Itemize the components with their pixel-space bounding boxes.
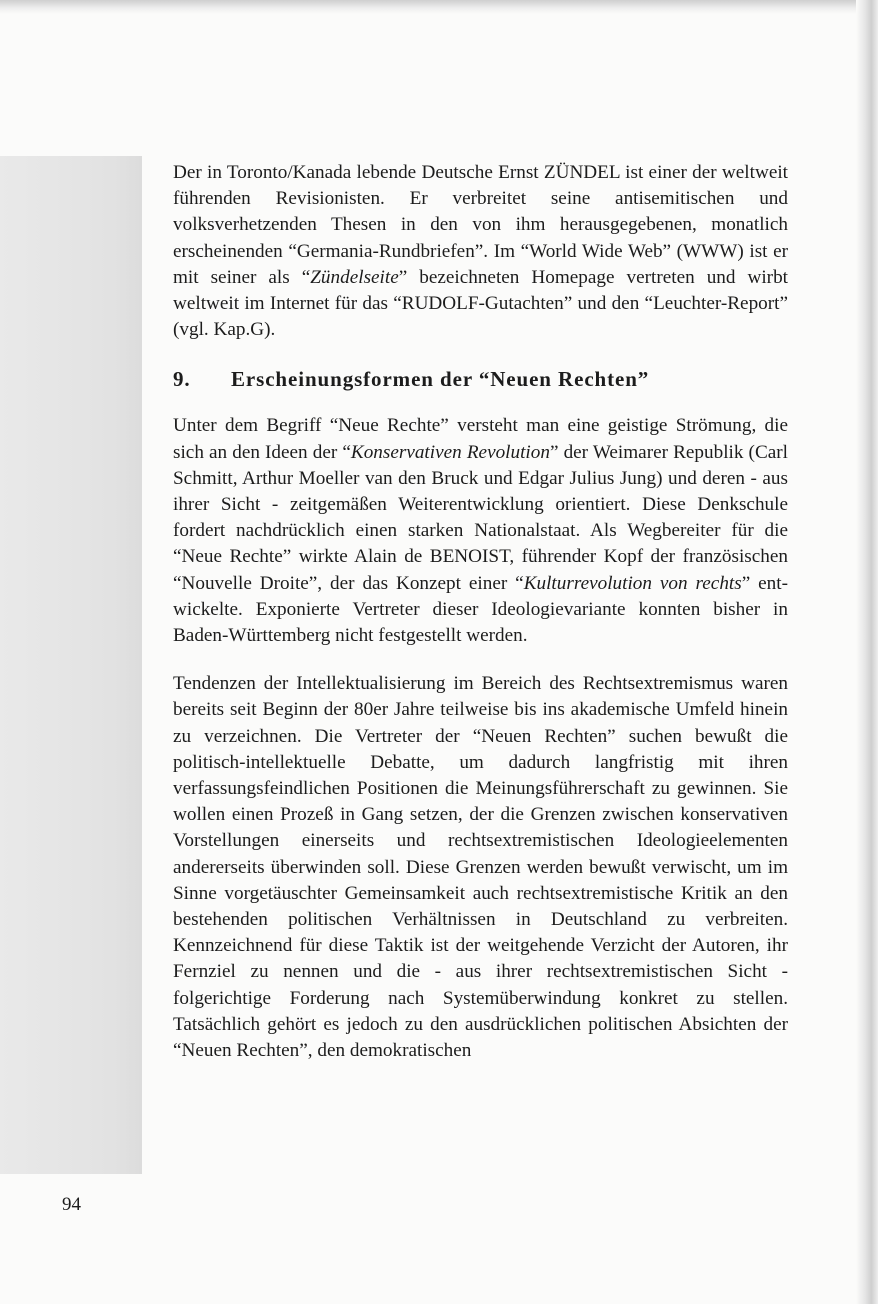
section-title: Erscheinungsformen der “Neuen Rechten”: [231, 367, 650, 392]
paragraph-definition-text-1: Unter dem Begriff “Neue Rechte” versteht man eine geistige Strömung, die sich an den Ideen der “: [173, 415, 788, 463]
paragraph-intellektualisierung: Tendenzen der Intellektualisierung im Bereich des Rechtsextremismus waren bereits seit Beginn der 80er Jahre teilweise bis ins akademische Umfeld hinein zu verzeichnen. Die Vertreter der “Neuen Rechten” suchen bewußt die politisch-intellektuelle Debatte, um dadurch langfristig mit ihren verfassungsfeindlichen Positionen die Meinungsführerschaft zu gewinnen. Sie wollen einen Prozeß in Gang setzen, der die Grenzen zwischen konservativen Vorstellungen einerseits und rechtsextremistischen Ideologieelementen andererseits überwinden soll. Diese Grenzen werden bewußt verwischt, um im Sinne vorgetäuschter Gemeinsamkeit auch rechtsextremistische Kritik an den bestehenden politischen Verhältnissen in Deutschland zu verbreiten. Kennzeichnend für diese Taktik ist der weitgehende Verzicht der Autoren, ihr Fernziel zu nennen und die - aus ihrer rechtsextremistischen Sicht - folgerichtige Forderung nach Systemüberwindung konkret zu stellen. Tatsächlich gehört es jedoch zu den ausdrücklichen politischen Absichten der “Neuen Rechten”, den demokratischen: [173, 673, 788, 1062]
paragraph-definition-text-2: ” der Weimarer Republik (Carl Schmitt, Arthur Moeller van den Bruck und Edgar Julius Jung) und deren - aus ihrer Sicht - zeitgemäßen Weiterentwicklung orientiert. Diese Denkschule fordert nachdrücklich einen starken Nationalstaat. Als Wegbereiter für die “Neue Rechte” wirkte Alain de BENOIST, führender Kopf der französischen “Nouvelle Droite”, der das Konzept einer “: [173, 441, 788, 594]
paragraph-zuendel-text-2: ” bezeichneten Homepage vertreten und wirbt weltweit im Internet für das “RUDOLF-Gutachten” und den “Leuchter-Report” (vgl. Kap.G).: [173, 266, 788, 341]
paragraph-zuendel-text-1: Der in Toronto/Kanada lebende Deutsche Ernst ZÜNDEL ist einer der weltweit führenden Revisionisten. Er verbreitet seine antisemitischen und volksverhetzenden Thesen in den von ihm herausgegebenen, monatlich erscheinenden “Germania-Rundbriefen”. Im “World Wide Web” (WWW) ist er mit seiner als “: [173, 162, 788, 288]
margin-shade-band: [0, 156, 142, 1174]
scan-right-edge: [856, 0, 878, 1304]
paragraph-zuendel: [173, 160, 788, 343]
page-number: 94: [62, 1194, 81, 1215]
text-column: [173, 160, 788, 1064]
paragraph-definition-text-3: ” entwickelte. Exponierte Vertreter dieser Ideologievariante konnten bisher in Baden-Württemberg nicht festgestellt werden.: [173, 572, 788, 647]
scan-top-edge: [0, 0, 878, 14]
section-heading: [173, 365, 788, 393]
paragraph-definition-emphasis-2: Kulturrevolution von rechts: [523, 572, 742, 594]
paragraph-zuendel-emphasis: Zündelseite: [310, 266, 399, 288]
section-number: 9.: [173, 367, 191, 392]
paragraph-neue-rechte-definition: [173, 413, 788, 649]
paragraph-definition-emphasis-1: Konservativen Revolution: [350, 441, 550, 463]
